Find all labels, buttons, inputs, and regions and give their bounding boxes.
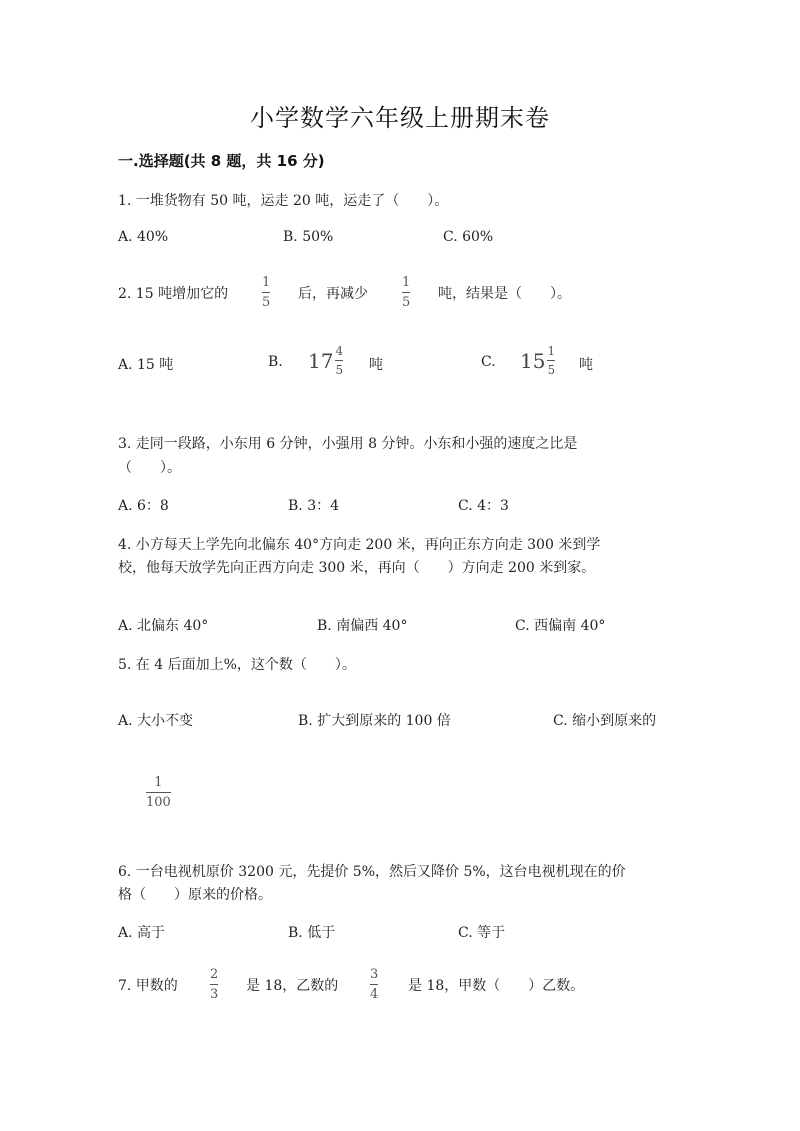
section-heading: 一.选择题(共 8 题，共 16 分) (118, 152, 325, 170)
fraction-numerator: 4 (335, 344, 344, 358)
fraction-denominator: 3 (210, 987, 219, 1002)
question-1-option-a: A. 40% (118, 229, 169, 245)
question-4-line-2: 校，他每天放学先向正西方向走 300 米，再向（ ）方向走 200 米到家。 (118, 560, 596, 576)
fraction-bar (402, 292, 410, 293)
question-4-line-1: 4. 小方每天上学先向北偏东 40°方向走 200 米，再向正东方向走 300 米到学 (118, 537, 601, 553)
question-3-option-c: C. 4：3 (458, 498, 509, 514)
question-2-option-c-label: C. (481, 354, 496, 370)
fraction-denominator: 5 (262, 295, 271, 310)
mixed-fraction (335, 345, 343, 376)
mixed-whole: 15 (520, 348, 546, 373)
question-4-option-a: A. 北偏东 40° (118, 618, 209, 634)
question-5-option-b: B. 扩大到原来的 100 倍 (298, 713, 451, 729)
question-2-option-c-mixed-number (520, 345, 555, 376)
fraction-numerator: 1 (154, 775, 163, 790)
question-2-option-b-label: B. (268, 354, 283, 370)
fraction-denominator: 5 (335, 363, 344, 377)
mixed-fraction (547, 345, 555, 376)
question-2-option-b-mixed-number (308, 345, 343, 376)
question-7-text-part1: 7. 甲数的 (118, 978, 178, 994)
question-1-option-b: B. 50% (283, 229, 334, 245)
page-title: 小学数学六年级上册期末卷 (250, 104, 550, 132)
fraction-numerator: 1 (402, 275, 411, 290)
fraction-numerator: 3 (370, 967, 379, 982)
fraction-denominator: 100 (146, 795, 171, 810)
question-2-option-b-unit: 吨 (369, 357, 383, 373)
question-6-line-1: 6. 一台电视机原价 3200 元，先提价 5%，然后又降价 5%，这台电视机现在的价 (118, 864, 626, 880)
question-2-text-part3: 吨，结果是（ ）。 (438, 286, 571, 302)
question-3-option-b: B. 3：4 (288, 498, 340, 514)
question-7-text-part3: 是 18，甲数（ ）乙数。 (408, 978, 585, 994)
fraction-numerator: 1 (262, 275, 271, 290)
question-6-line-2: 格（ ）原来的价格。 (118, 887, 272, 903)
question-2-option-c-unit: 吨 (579, 357, 593, 373)
question-3-line-1: 3. 走同一段路，小东用 6 分钟，小强用 8 分钟。小东和小强的速度之比是 (118, 436, 578, 452)
question-6-option-a: A. 高于 (118, 925, 166, 941)
fraction-bar (370, 984, 378, 985)
question-6-option-c: C. 等于 (458, 925, 506, 941)
fraction-bar (335, 360, 343, 361)
question-4-option-c: C. 西偏南 40° (515, 618, 606, 634)
question-2-option-a: A. 15 吨 (118, 357, 174, 373)
fraction-bar (547, 360, 555, 361)
question-1-text: 1. 一堆货物有 50 吨，运走 20 吨，运走了（ ）。 (118, 193, 449, 209)
question-2-fraction-2 (402, 276, 410, 309)
question-5-option-c-fraction (146, 776, 171, 809)
question-2-text-part2: 后，再减少 (298, 286, 368, 302)
fraction-denominator: 5 (402, 295, 411, 310)
question-6-option-b: B. 低于 (288, 925, 336, 941)
question-7-fraction-1 (210, 968, 218, 1001)
question-5-option-c: C. 缩小到原来的 (553, 713, 657, 729)
mixed-whole: 17 (308, 348, 334, 373)
question-3-option-a: A. 6：8 (118, 498, 169, 514)
question-5-text: 5. 在 4 后面加上%，这个数（ ）。 (118, 657, 356, 673)
fraction-bar (210, 984, 218, 985)
fraction-denominator: 4 (370, 987, 379, 1002)
question-2-text-part1: 2. 15 吨增加它的 (118, 286, 229, 302)
fraction-bar (262, 292, 270, 293)
question-3-line-2: （ ）。 (118, 460, 181, 476)
question-1-option-c: C. 60% (443, 229, 494, 245)
question-7-text-part2: 是 18，乙数的 (246, 978, 339, 994)
question-2-fraction-1 (262, 276, 270, 309)
question-4-option-b: B. 南偏西 40° (317, 618, 408, 634)
question-5-option-a: A. 大小不变 (118, 713, 194, 729)
fraction-denominator: 5 (547, 363, 556, 377)
fraction-bar (146, 792, 171, 793)
fraction-numerator: 1 (547, 344, 556, 358)
fraction-numerator: 2 (210, 967, 219, 982)
question-7-fraction-2 (370, 968, 378, 1001)
